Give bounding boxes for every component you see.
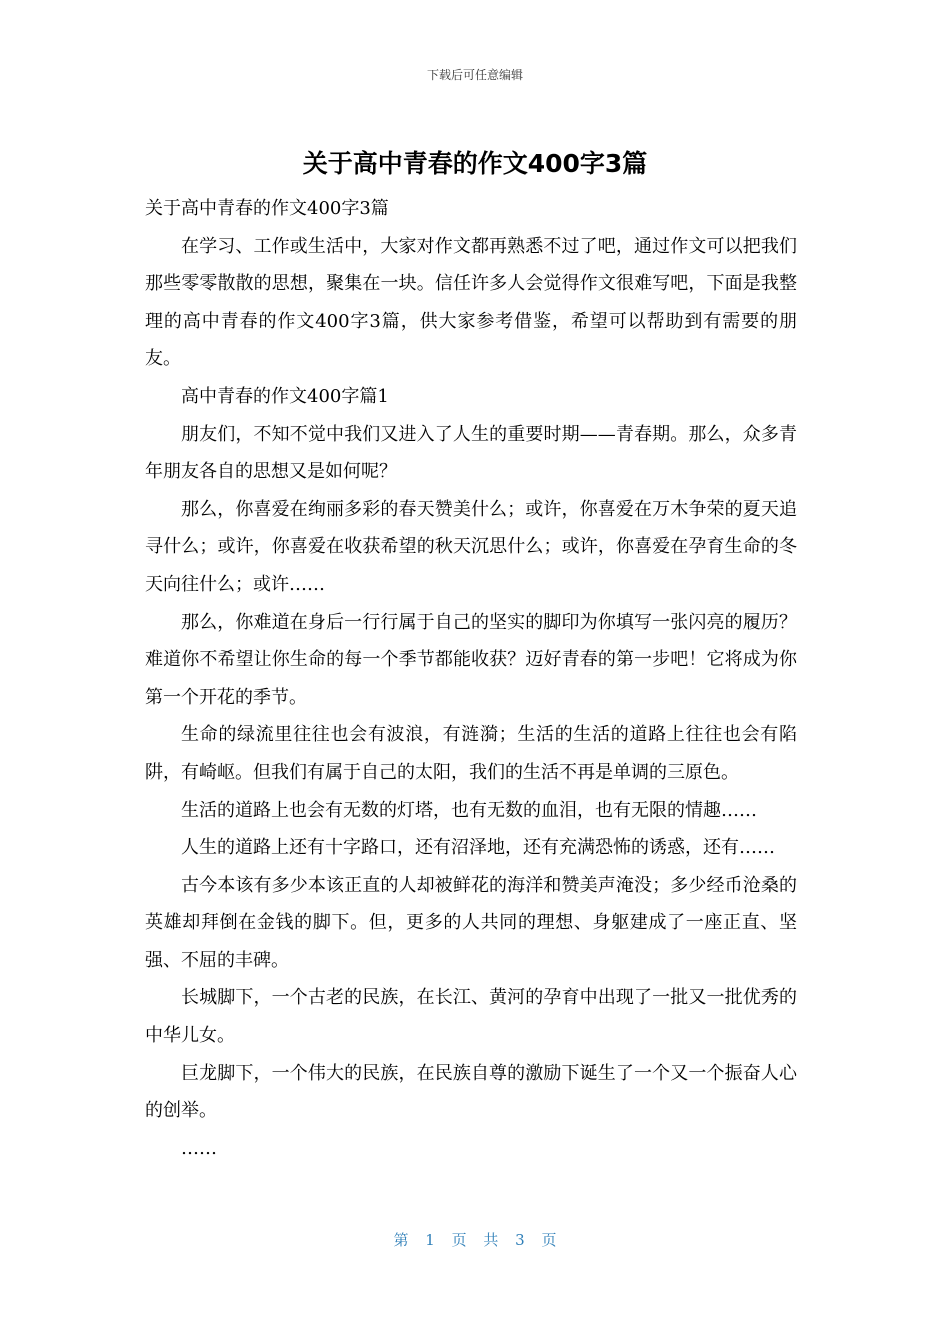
- intro-paragraph: 在学习、工作或生活中，大家对作文都再熟悉不过了吧，通过作文可以把我们那些零零散散的思想，聚集在一块。信任许多人会觉得作文很难写吧，下面是我整理的高中青春的作文400字3篇，供大家参考借鉴，希望可以帮助到有需要的朋友。: [145, 235, 797, 370]
- header-note: 下载后可任意编辑: [426, 68, 523, 82]
- body-paragraph: 那么，你喜爱在绚丽多彩的春天赞美什么；或许，你喜爱在万木争荣的夏天追寻什么；或许，你喜爱在收获希望的秋天沉思什么；或许，你喜爱在孕育生命的冬天向往什么；或许……: [145, 498, 797, 595]
- body-paragraph: 巨龙脚下，一个伟大的民族，在民族自尊的激励下诞生了一个又一个振奋人心的创举。: [145, 1062, 797, 1122]
- body-paragraph: 那么，你难道在身后一行行属于自己的坚实的脚印为你填写一张闪亮的履历？难道你不希望让你生命的每一个季节都能收获？迈好青春的第一步吧！它将成为你第一个开花的季节。: [145, 611, 797, 708]
- body-paragraph: 古今本该有多少本该正直的人却被鲜花的海洋和赞美声淹没；多少经币沧桑的英雄却拜倒在金钱的脚下。但，更多的人共同的理想、身躯建成了一座正直、坚强、不屈的丰碑。: [145, 874, 797, 971]
- subtitle-paragraph: 关于高中青春的作文400字3篇: [145, 198, 389, 219]
- body-paragraph: 生活的道路上也会有无数的灯塔，也有无数的血泪，也有无限的情趣……: [181, 799, 757, 821]
- body-paragraph: 长城脚下，一个古老的民族，在长江、黄河的孕育中出现了一批又一批优秀的中华儿女。: [145, 987, 797, 1047]
- body-paragraph: 朋友们，不知不觉中我们又进入了人生的重要时期——青春期。那么，众多青年朋友各自的思想又是如何呢？: [145, 423, 797, 483]
- page-number-footer: 第 1 页 共 3 页: [393, 1231, 557, 1249]
- ellipsis-paragraph: ……: [181, 1137, 217, 1159]
- section-heading: 高中青春的作文400字篇1: [181, 385, 389, 407]
- body-paragraph: 生命的绿流里往往也会有波浪，有涟漪；生活的生活的道路上往往也会有陷阱，有崎岖。但我们有属于自己的太阳，我们的生活不再是单调的三原色。: [145, 724, 797, 783]
- document-body: [145, 190, 797, 1167]
- body-paragraph: 人生的道路上还有十字路口，还有沼泽地，还有充满恐怖的诱惑，还有……: [181, 837, 775, 859]
- document-title: 关于高中青春的作文400字3篇: [302, 149, 648, 178]
